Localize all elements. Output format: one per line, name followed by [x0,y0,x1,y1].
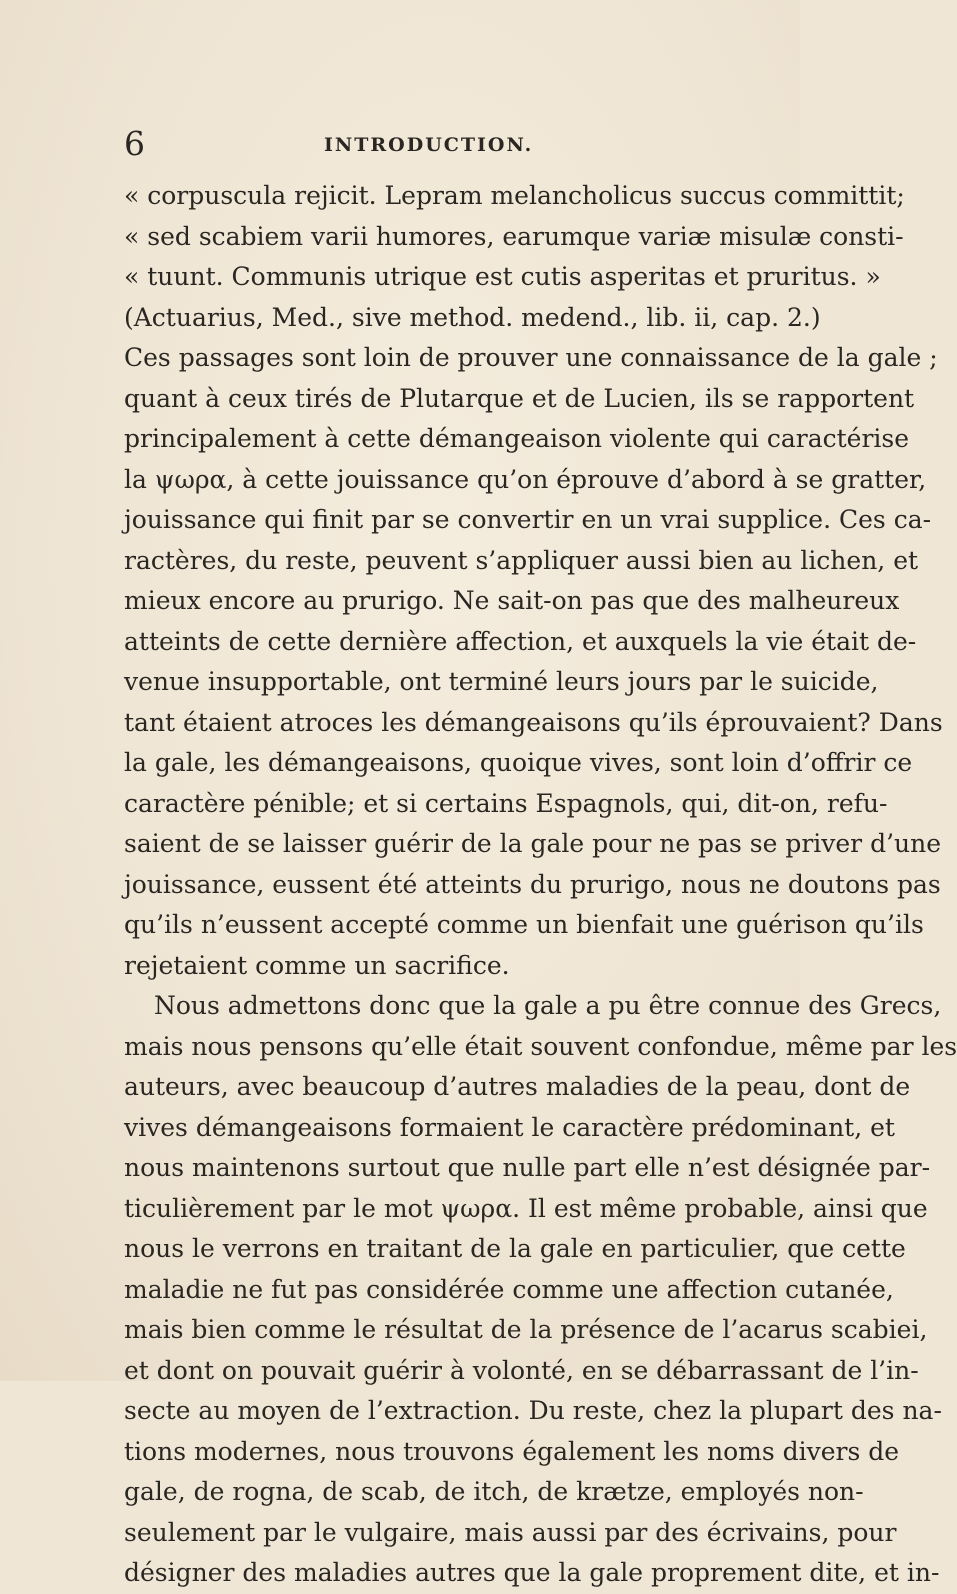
text-line: la gale, les démangeaisons, quoique vives, sont loin d’offrir ce [124,748,913,777]
text-line: auteurs, avec beaucoup d’autres maladies de la peau, dont de [124,1072,911,1101]
text-line: « corpuscula rejicit. Lepram melancholicus succus committit; [124,181,905,210]
text-line: venue insupportable, ont terminé leurs jours par le suicide, [124,667,879,696]
body-text [124,176,957,1594]
text-line: mais bien comme le résultat de la présence de l’acarus scabiei, [124,1315,928,1344]
page-number: 6 [124,124,146,163]
text-line: vives démangeaisons formaient le caractère prédominant, et [124,1112,895,1142]
text-line: seulement par le vulgaire, mais aussi par des écrivains, pour [124,1517,897,1547]
text-line: quant à ceux tirés de Plutarque et de Lucien, ils se rapportent [124,383,915,413]
text-line: gale, de rogna, de scab, de itch, de krætze, employés non- [124,1477,864,1506]
text-line: la ψωρα, à cette jouissance qu’on éprouve d’abord à se gratter, [124,464,927,494]
text-line: « tuunt. Communis utrique est cutis asperitas et pruritus. » [124,262,881,291]
text-line: Nous admettons donc que la gale a pu être connue des Grecs, [154,991,942,1020]
text-line: « sed scabiem varii humores, earumque variæ misulæ consti- [124,221,904,251]
text-line: qu’ils n’eussent accepté comme un bienfait une guérison qu’ils [124,910,924,939]
text-line: jouissance, eussent été atteints du prurigo, nous ne doutons pas [124,869,941,899]
text-line: tions modernes, nous trouvons également les noms divers de [124,1436,900,1466]
running-head: INTRODUCTION. [324,134,534,156]
page-header [124,124,774,164]
text-line: mieux encore au prurigo. Ne sait-on pas que des malheureux [124,586,900,615]
text-line: nous maintenons surtout que nulle part elle n’est désignée par- [124,1153,931,1182]
text-line: (Actuarius, Med., sive method. medend., lib. ii, cap. 2.) [124,302,821,332]
text-line: tant étaient atroces les démangeaisons qu’ils éprouvaient? Dans [124,707,943,737]
text-line: saient de se laisser guérir de la gale pour ne pas se priver d’une [124,829,942,858]
paragraph-1 [124,176,943,986]
text-line: caractère pénible; et si certains Espagnols, qui, dit-on, refu- [124,788,888,818]
text-line: atteints de cette dernière affection, et auxquels la vie était de- [124,626,917,656]
text-line: Ces passages sont loin de prouver une connaissance de la gale ; [124,343,938,372]
text-line: et dont on pouvait guérir à volonté, en se débarrassant de l’in- [124,1355,919,1385]
text-line: principalement à cette démangeaison violente qui caractérise [124,424,910,453]
text-line: rejetaient comme un sacrifice. [124,950,510,980]
text-line: maladie ne fut pas considérée comme une affection cutanée, [124,1274,894,1304]
text-line: ticulièrement par le mot ψωρα. Il est même probable, ainsi que [124,1193,928,1223]
paragraph-2 [124,986,957,1594]
text-line: jouissance qui finit par se convertir en un vrai supplice. Ces ca- [124,505,932,534]
text-line: désigner des maladies autres que la gale proprement dite, et in- [124,1558,940,1587]
text-line: mais nous pensons qu’elle était souvent confondue, même par les [124,1031,957,1061]
text-line: nous le verrons en traitant de la gale en particulier, que cette [124,1234,906,1263]
text-line: secte au moyen de l’extraction. Du reste, chez la plupart des na- [124,1396,942,1425]
text-line: ractères, du reste, peuvent s’appliquer aussi bien au lichen, et [124,545,919,575]
